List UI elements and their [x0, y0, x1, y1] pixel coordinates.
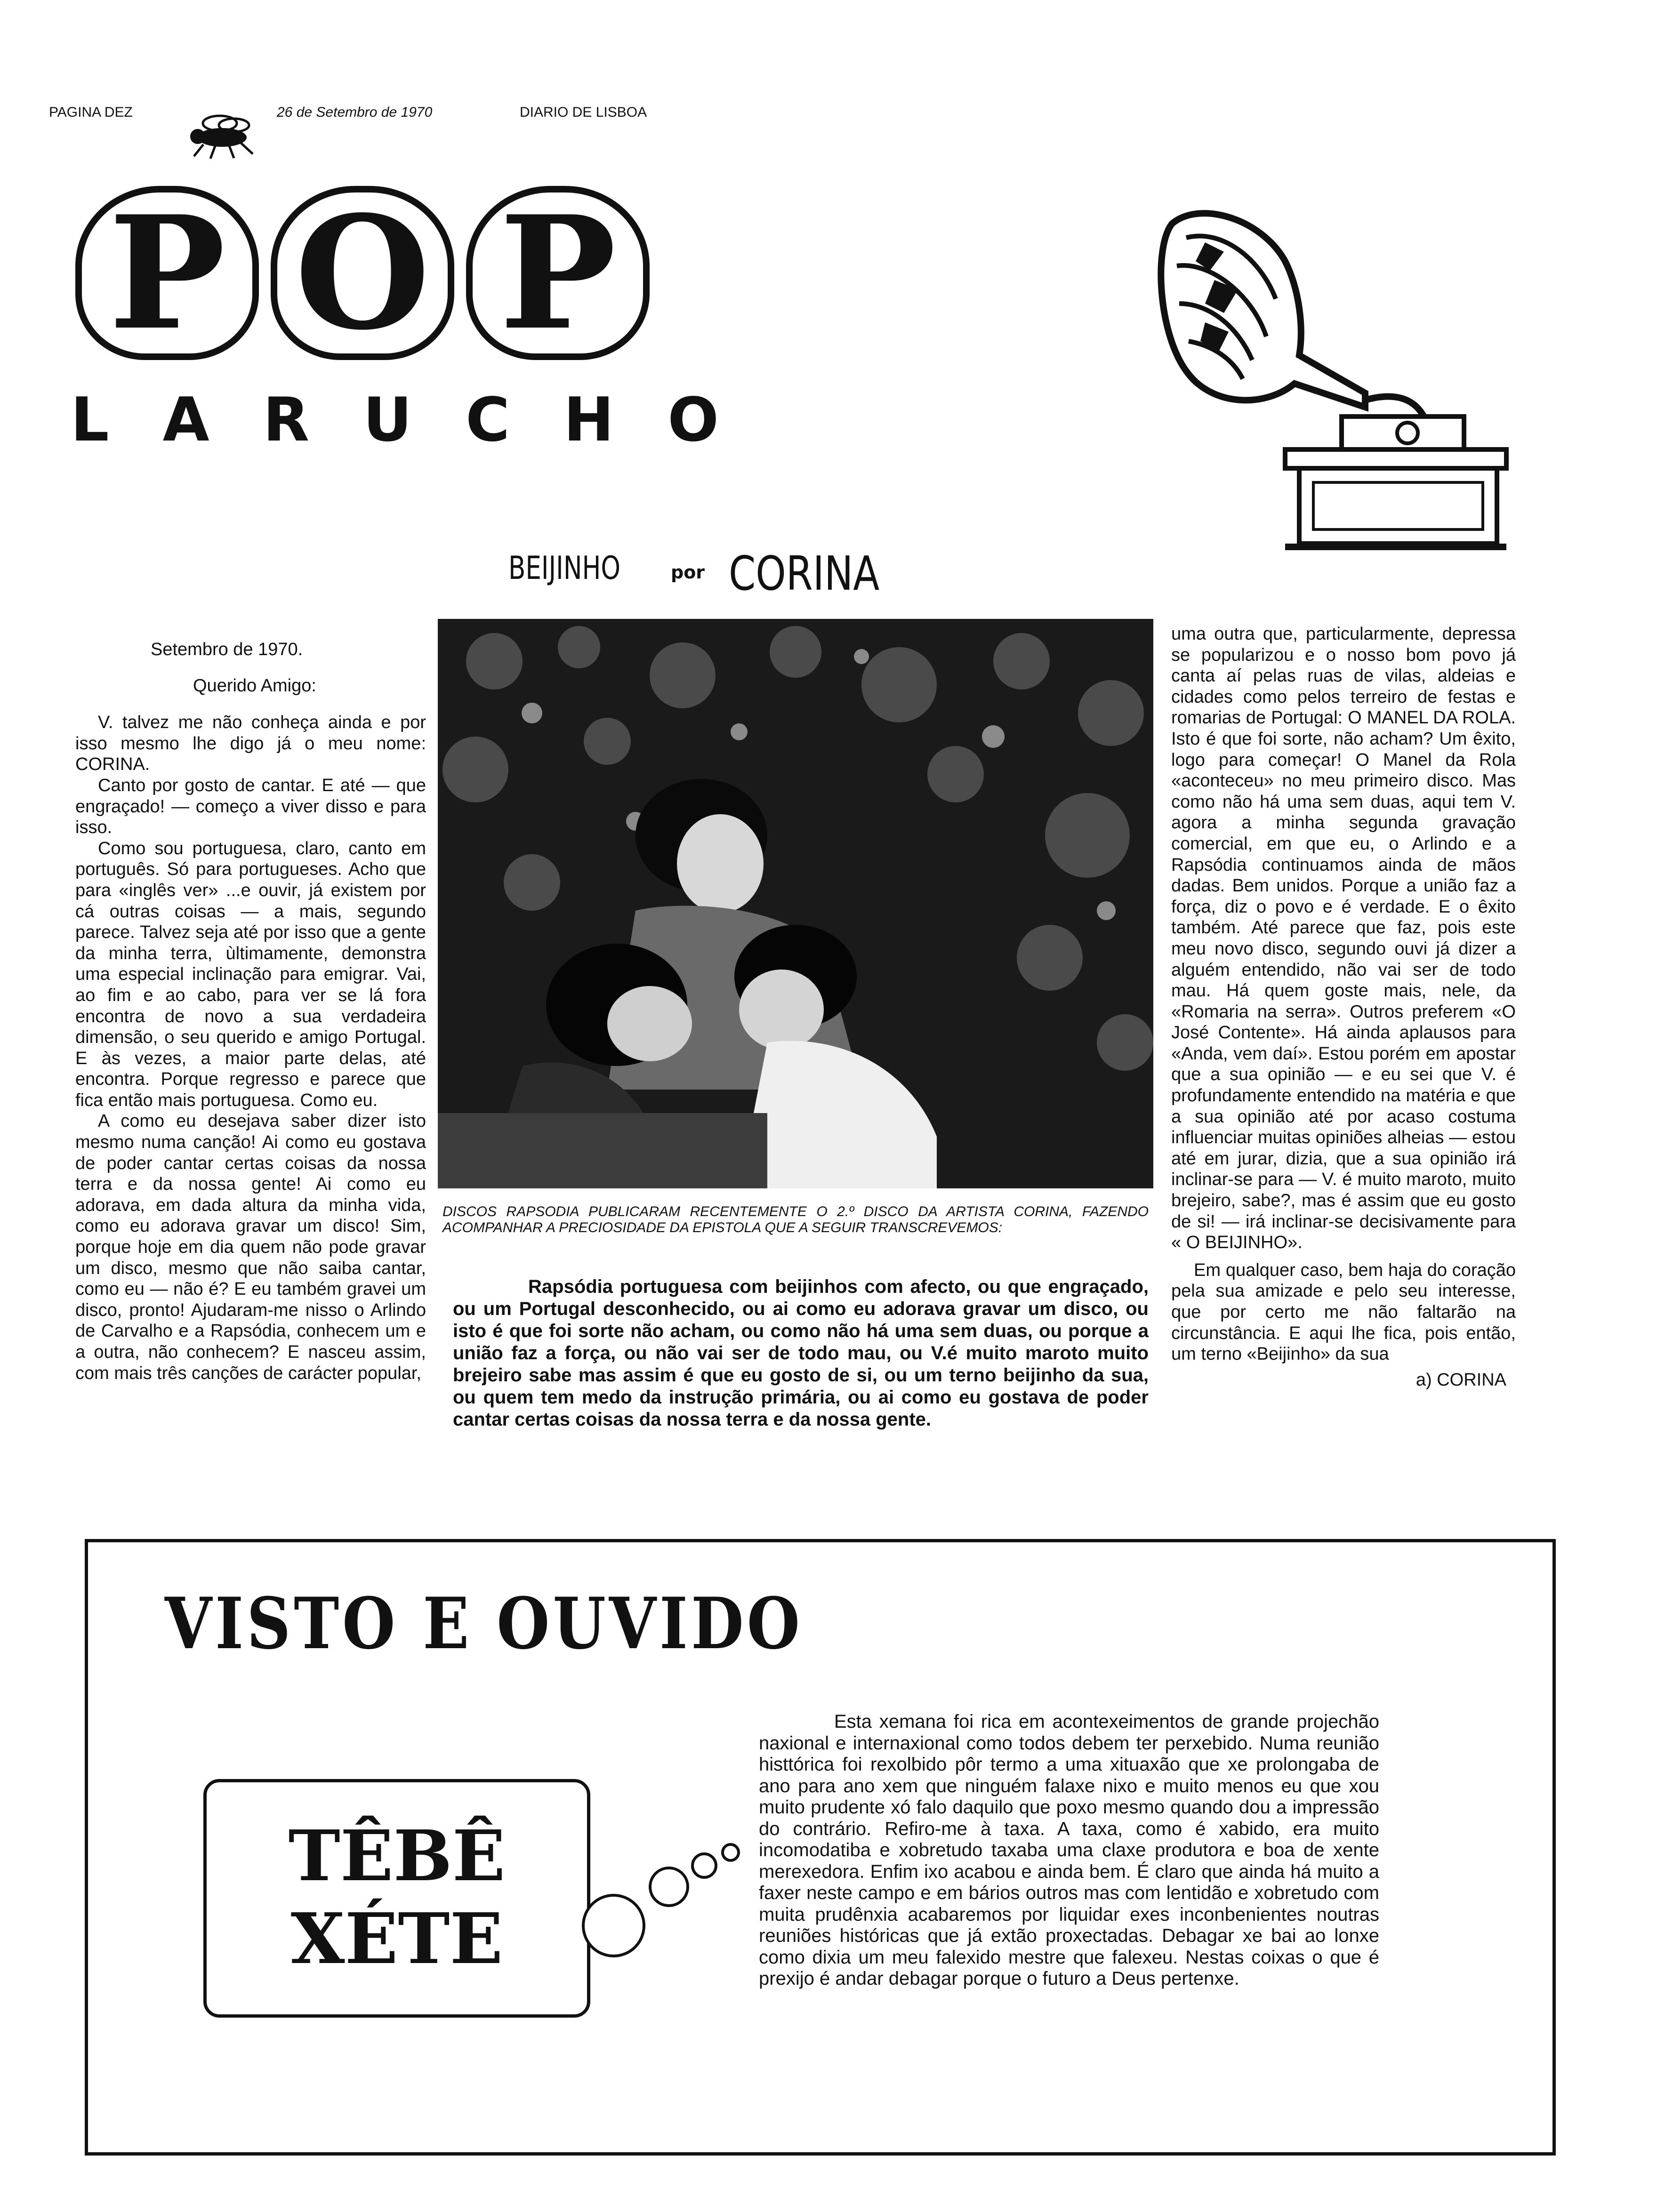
fly-icon	[175, 109, 269, 161]
section-subtitle: LARUCHO	[71, 385, 772, 455]
letter-paragraph: Em qualquer caso, bem haja do coração pela sua amizade e pelo seu interesse, que por certo me não faltarão na circunstância. E aqui lhe fica, pois então, um terno «Beijinho» da sua	[1171, 1260, 1516, 1364]
letter-column-3	[1171, 624, 1516, 1390]
thought-bubble-tiny	[721, 1843, 740, 1862]
letter-paragraph: A como eu desejava saber dizer isto mesmo numa canção! Ai como eu gostava de poder cantar certas coisas da nossa terra e da nossa gente! Ai como eu adorava, em dada altura da minha vida, como eu adorava gravar um disco! Sim, porque hoje em dia quem não pode gravar um disco, mesmo que não saiba cantar, como eu — não é? E eu também gravei um disco, pronto! Ajudaram-me nisso o Arlindo de Carvalho e a Rapsódia, conhecem um e a outra, não conhecem? E nasceu assim, com mais três canções de carácter popular,	[75, 1111, 426, 1383]
thought-bubble-large	[582, 1894, 645, 1957]
letter-column-1	[75, 639, 426, 1384]
tebe-xete-box	[203, 1779, 590, 2018]
letter-paragraph: Canto por gosto de cantar. E até — que engraçado! — começo a viver disso e para isso.	[75, 775, 426, 838]
letter-paragraph: Como sou portuguesa, claro, canto em português. Só para portugueses. Acho que para «inglês ver» ...e ouvir, já existem por cá outras coisas — a mais, segundo parece. Talvez seja até por isso que a gente da minha terra, ùltimamente, demonstra uma especial inclinação para emigrar. Vai, ao fim e ao cabo, para ver se lá fora encontra de novo a sua verdadeira dimensão, o seu querido e amigo Portugal. E às vezes, a maior parte delas, até encontra. Porque regresso e parece que fica então mais portuguesa. Como eu.	[75, 838, 426, 1110]
visto-body-text: Esta xemana foi rica em acontexeimentos de grande projechão naxional e internaxional como todos debem ter perxebido. Numa reunião histtórica foi rexolbido pôr termo a uma xituaxão que xe prolongaba de ano para ano xem que ninguém falaxe nixo e muito menos eu que xou muito prudente xó falo daquilo que poxo mesmo quando dou a impressão do contrário. Refiro-me à taxa. A taxa, como é xabido, era muito incomodatiba e xobretudo taxaba uma claxe produtora e boa de xente merexedora. Enfim ixo acabou e ainda bem. É claro que ainda há muito a faxer neste campo e em bários outros mas com lentidão e xobretudo com muita prudênxia acabaremos por liquidar exes inconbenientes noutras reuniões históricas que já extão proxectadas. Debagar xe bai ao lonxe como dixia um meu falexido mestre que falexeu. Nestas coixas o que é prexijo é andar debagar porque o futuro a Deus pertenxe.	[759, 1711, 1379, 1989]
article-title-word: BEIJINHO	[508, 550, 621, 587]
photo-caption: DISCOS RAPSODIA PUBLICARAM RECENTEMENTE O 2.º DISCO DA ARTISTA CORINA, FAZENDO ACOMPANHAR A PRECIOSIDADE DA EPISTOLA QUE A SEGUIR TRANSCREVEMOS:	[442, 1204, 1149, 1235]
letter-greeting: Querido Amigo:	[193, 675, 316, 696]
thought-bubble-small	[691, 1852, 717, 1879]
letter-paragraph: uma outra que, particularmente, depressa se popularizou e o nosso bom povo já canta aí pelas ruas de vilas, aldeias e cidades como pelos terreiro de festas e romarias de Portugal: O MANEL DA ROLA. Isto é que foi sorte, não acham? Um êxito, logo para começar! O Manel da Rola «aconteceu» no meu primeiro disco. Mas como não há uma sem duas, aqui tem V. agora a minha segunda gravação comercial, em que eu, o Arlindo e a Rapsódia continuamos ainda de mãos dadas. Bem unidos. Porque a união faz a força, diz o povo e é verdade. E o êxito também. Até parece que faz, pois este meu novo disco, segundo ouvi já dizer a alguém entendido, não vai ser de todo mau. Há quem goste mais, nele, da «Romaria na serra». Outros preferem «O José Contente». Há ainda aplausos para «Anda, vem daí». Estou porém em apostar que a sua opinião — e eu sei que V. é profundamente entendido na matéria e que a sua opinião até por acaso costuma influenciar muitas opiniões alheias — estou até em jurar, dizia, que a sua opinião irá inclinar-se para — V. é muito maroto, muito brejeiro, sabe?, mas é assim que eu gosto de si! — irá inclinar-se decisivamente para « O BEIJINHO».	[1171, 624, 1516, 1253]
page-number: PAGINA DEZ	[49, 104, 133, 120]
tebe-line-2: XÉTE	[290, 1898, 503, 1980]
pop-letter-p2: P	[466, 186, 650, 360]
newspaper-name: DIARIO DE LISBOA	[520, 104, 647, 120]
thought-bubble-medium	[649, 1867, 689, 1907]
tebe-line-1: TÊBÊ	[288, 1815, 506, 1897]
letter-signature: a) CORINA	[1416, 1370, 1506, 1390]
article-author: CORINA	[729, 546, 880, 601]
issue-date: 26 de Setembro de 1970	[277, 104, 433, 120]
letter-date: Setembro de 1970.	[151, 640, 303, 659]
article-lead: Rapsódia portuguesa com beijinhos com afecto, ou que engraçado, ou um Portugal desconhecido, ou ai como eu adorava gravar um disco, ou isto é que foi sorte não acham, ou como não há uma sem duas, ou porque a união faz a força, ou não vai ser de todo mau, ou V.é muito maroto muito brejeiro sabe mas assim é que eu gosto de si, ou um terno beijinho da sua, ou quem tem medo da instrução primária, ou ai como eu gostava de poder cantar certas coisas da nossa terra e da nossa gente.	[453, 1276, 1149, 1430]
article-photo	[438, 619, 1153, 1188]
gramophone-icon	[1144, 186, 1520, 553]
letter-paragraph: V. talvez me não conheça ainda e por isso mesmo lhe digo já o meu nome: CORINA.	[75, 713, 426, 775]
pop-letter-o: O	[271, 186, 454, 360]
visto-title: VISTO E OUVIDO	[165, 1582, 803, 1665]
pop-letter-p1: P	[75, 186, 259, 360]
article-title-por: por	[671, 562, 705, 583]
